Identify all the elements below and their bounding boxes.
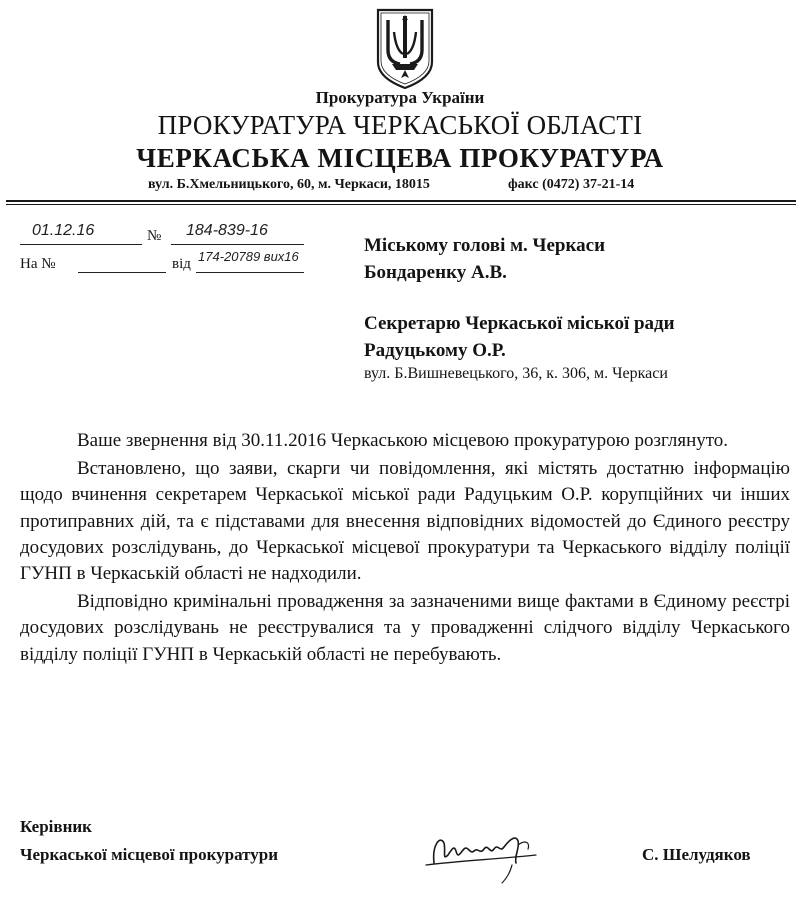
incoming-number-label: На № — [20, 256, 56, 272]
outgoing-number-label: № — [147, 228, 162, 244]
office-address: вул. Б.Хмельницького, 60, м. Черкаси, 18015 — [148, 177, 430, 192]
office-fax: факс (0472) 37-21-14 — [508, 177, 635, 192]
signatory-name: С. Шелудяков — [642, 845, 751, 864]
incoming-number-underline — [78, 252, 166, 273]
incoming-from-label: від — [172, 256, 191, 272]
addressee-1-name: Бондаренку А.В. — [364, 262, 507, 283]
body-paragraph-3: Відповідно кримінальні провадження за зазначеними вище фактами в Єдиному реєстрі досудових розслідувань не реєструвалися та у провадженні слідчого відділу Черкаського відділу поліції ГУНП в Черкаській області не перебувають. — [20, 591, 790, 665]
body-paragraph-1: Ваше звернення від 30.11.2016 Черкаською місцевою прокуратурою розглянуто. — [77, 430, 729, 451]
coat-of-arms-icon — [372, 6, 438, 90]
incoming-reference: 174-20789 вих16 — [198, 249, 299, 264]
regional-prosecutor-title: ПРОКУРАТУРА ЧЕРКАСЬКОЇ ОБЛАСТІ — [157, 110, 643, 140]
signatory-organization: Черкаської місцевої прокуратури — [20, 845, 279, 864]
addressee-2-position: Секретарю Черкаської міської ради — [364, 313, 675, 334]
signatory-title: Керівник — [20, 817, 92, 836]
parent-organization: Прокуратура України — [315, 88, 485, 107]
letterhead-divider-thin — [6, 204, 796, 205]
local-prosecutor-title: ЧЕРКАСЬКА МІСЦЕВА ПРОКУРАТУРА — [136, 143, 664, 173]
addressee-2-address: вул. Б.Вишневецького, 36, к. 306, м. Черкаси — [364, 365, 668, 382]
letterhead-divider-thick — [6, 200, 796, 202]
body-paragraph-2: Встановлено, що заяви, скарги чи повідомлення, які містять достатню інформацію щодо вчинення секретарем Черкаської міської ради Радуцьким О.Р. корупційних чи інших протиправних дій, та є підставами для внесення відповідних відомостей до Єдиного реєстру досудових розслідувань, до Черкаської місцевої прокуратури та Черкаського відділу поліції ГУНП в Черкаській області не надходили. — [20, 458, 790, 585]
outgoing-number: 184-839-16 — [186, 222, 268, 239]
addressee-2-name: Радуцькому О.Р. — [364, 340, 506, 361]
addressee-1-position: Міському голові м. Черкаси — [364, 235, 606, 256]
handwritten-signature — [418, 815, 546, 885]
outgoing-date: 01.12.16 — [32, 222, 95, 239]
letter-body — [20, 428, 790, 670]
